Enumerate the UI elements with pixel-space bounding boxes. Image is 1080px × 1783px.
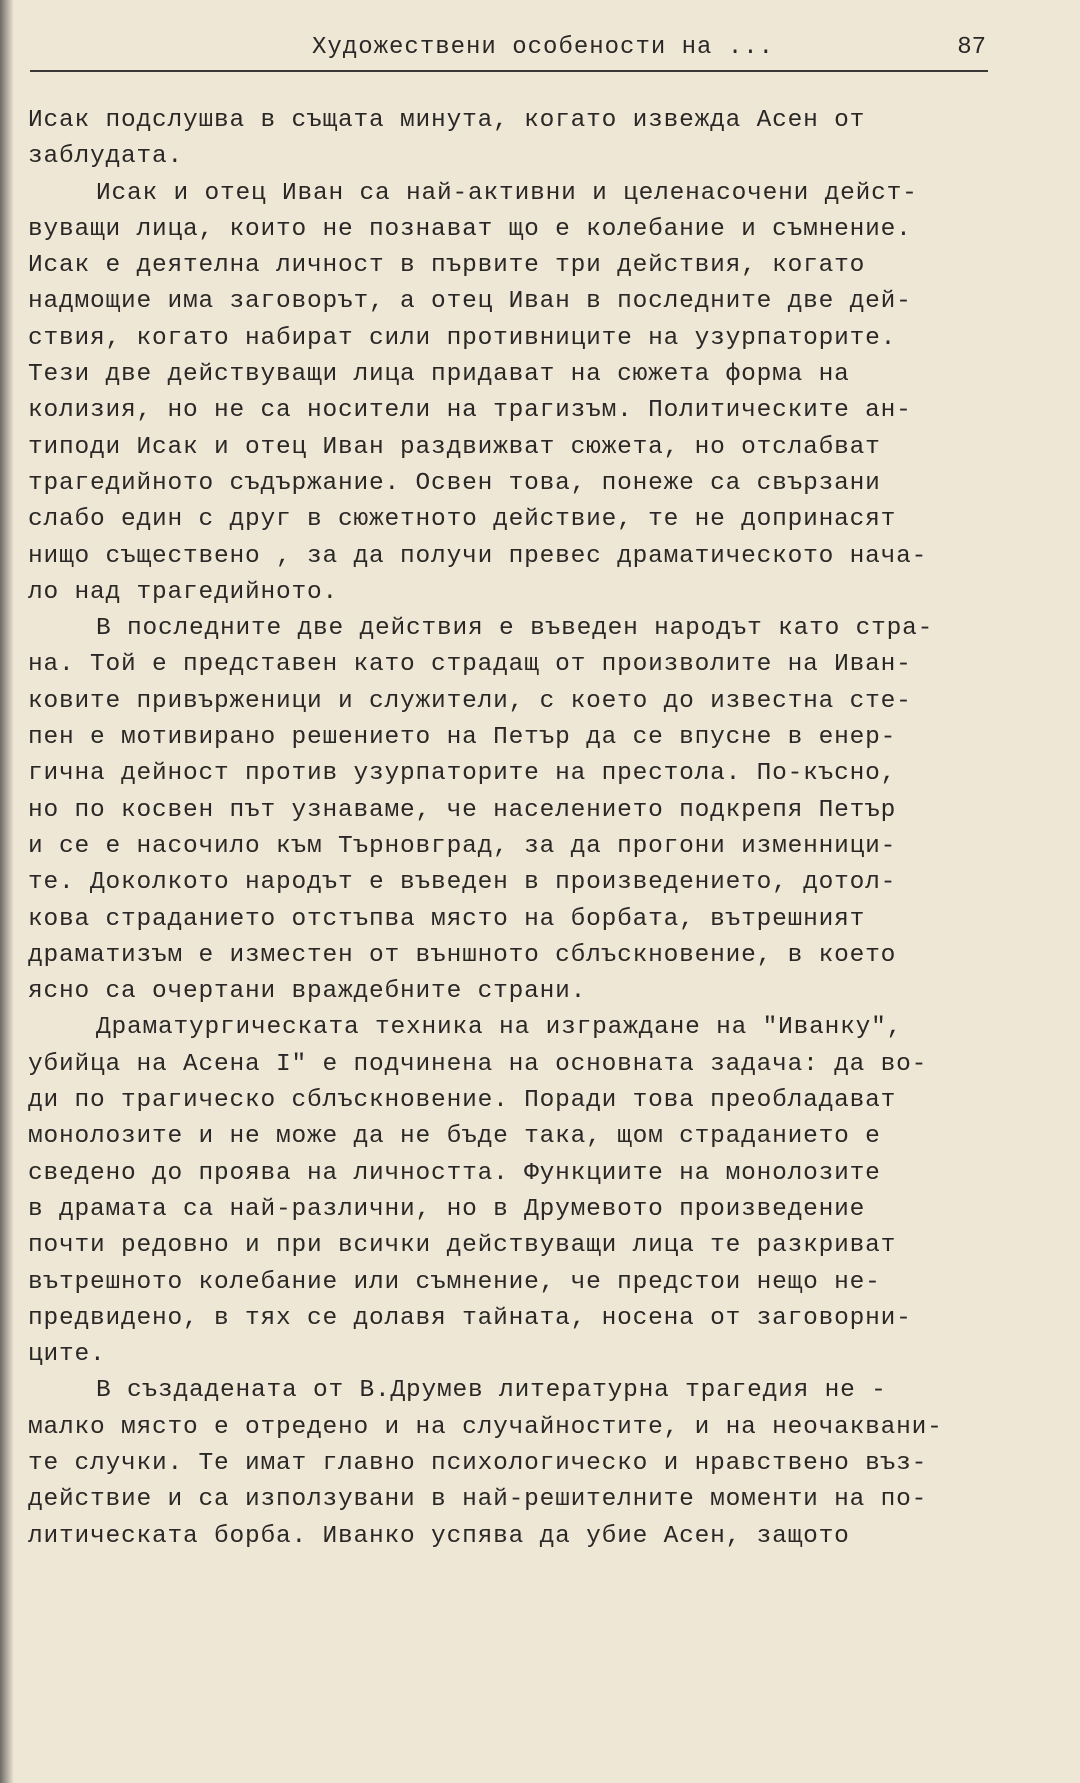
text-line: ствия, когато набират сили противниците на узурпаторите. bbox=[28, 324, 897, 352]
text-line: ците. bbox=[28, 1341, 106, 1369]
text-line: действие и са използувани в най-решителните моменти на по- bbox=[28, 1486, 928, 1514]
text-line: вуващи лица, които не познават що е колебание и съмнение. bbox=[28, 215, 912, 243]
text-line: и се е насочило към Търновград, за да прогони изменници- bbox=[28, 832, 897, 860]
text-line: колизия, но не са носители на трагизъм. Политическите ан- bbox=[28, 397, 912, 425]
text-line: Тези две действуващи лица придават на сюжета форма на bbox=[28, 361, 850, 389]
running-title: Художествени особености на ... bbox=[312, 34, 775, 61]
text-line: В последните две действия е въведен народът като стра- bbox=[96, 615, 934, 643]
text-line: кова страданието отстъпва място на борбата, вътрешният bbox=[28, 905, 866, 933]
text-line: пен е мотивирано решението на Петър да се впусне в енер- bbox=[28, 724, 897, 752]
text-line: нищо съществено , за да получи превес драматическото нача- bbox=[28, 542, 928, 570]
text-line: убийца на Асена I" е подчинена на основната задача: да во- bbox=[28, 1050, 928, 1078]
text-line: почти редовно и при всички действуващи лица те разкриват bbox=[28, 1232, 897, 1260]
body-text bbox=[28, 103, 1008, 1555]
text-line: Исак е деятелна личност в първите три действия, когато bbox=[28, 252, 866, 280]
text-line: те. Доколкото народът е въведен в произведението, дотол- bbox=[28, 869, 897, 897]
text-line: надмощие има заговорът, а отец Иван в последните две дей- bbox=[28, 288, 912, 316]
text-line: ло над трагедийното. bbox=[28, 578, 339, 606]
text-line: те случки. Те имат главно психологическо и нравствено въз- bbox=[28, 1449, 928, 1477]
text-line: Исак подслушва в същата минута, когато извежда Асен от bbox=[28, 107, 866, 134]
text-line: типоди Исак и отец Иван раздвижват сюжета, но отслабват bbox=[28, 433, 881, 461]
text-line: литическата борба. Иванко успява да убие Асен, защото bbox=[28, 1522, 850, 1550]
text-line: на. Той е представен като страдащ от произволите на Иван- bbox=[28, 651, 912, 679]
text-line: в драмата са най-различни, но в Друмевото произведение bbox=[28, 1195, 866, 1223]
page-number: 87 bbox=[957, 34, 986, 61]
text-line: сведено до проява на личността. Функциите на монолозите bbox=[28, 1159, 881, 1187]
text-line: гична дейност против узурпаторите на престола. По-късно, bbox=[28, 760, 897, 788]
text-line: ясно са очертани враждебните страни. bbox=[28, 978, 587, 1006]
text-line: заблудата. bbox=[28, 143, 184, 171]
text-line: малко място е отредено и на случайностите, и на неочаквани- bbox=[28, 1413, 943, 1441]
page-binding-shadow bbox=[0, 0, 14, 1783]
text-line: монолозите и не може да не бъде така, щом страданието е bbox=[28, 1123, 881, 1151]
text-line: ковите привърженици и служители, с което до известна сте- bbox=[28, 687, 912, 715]
text-line: но по косвен път узнаваме, че населението подкрепя Петър bbox=[28, 796, 897, 824]
text-line: В създадената от В.Друмев литературна трагедия не - bbox=[96, 1377, 887, 1405]
text-line: Драматургическата техника на изграждане на "Иванку", bbox=[96, 1014, 903, 1042]
running-header bbox=[30, 30, 988, 72]
text-line: Исак и отец Иван са най-активни и целенасочени дейст- bbox=[96, 179, 918, 207]
text-line: вътрешното колебание или съмнение, че предстои нещо не- bbox=[28, 1268, 881, 1296]
text-line: драматизъм е изместен от външното сблъскновение, в което bbox=[28, 941, 897, 969]
text-line: трагедийното съдържание. Освен това, понеже са свързани bbox=[28, 469, 881, 497]
text-line: слабо един с друг в сюжетното действие, те не допринасят bbox=[28, 506, 897, 534]
text-line: предвидено, в тях се долавя тайната, носена от заговорни- bbox=[28, 1304, 912, 1332]
text-line: ди по трагическо сблъскновение. Поради това преобладават bbox=[28, 1087, 897, 1115]
